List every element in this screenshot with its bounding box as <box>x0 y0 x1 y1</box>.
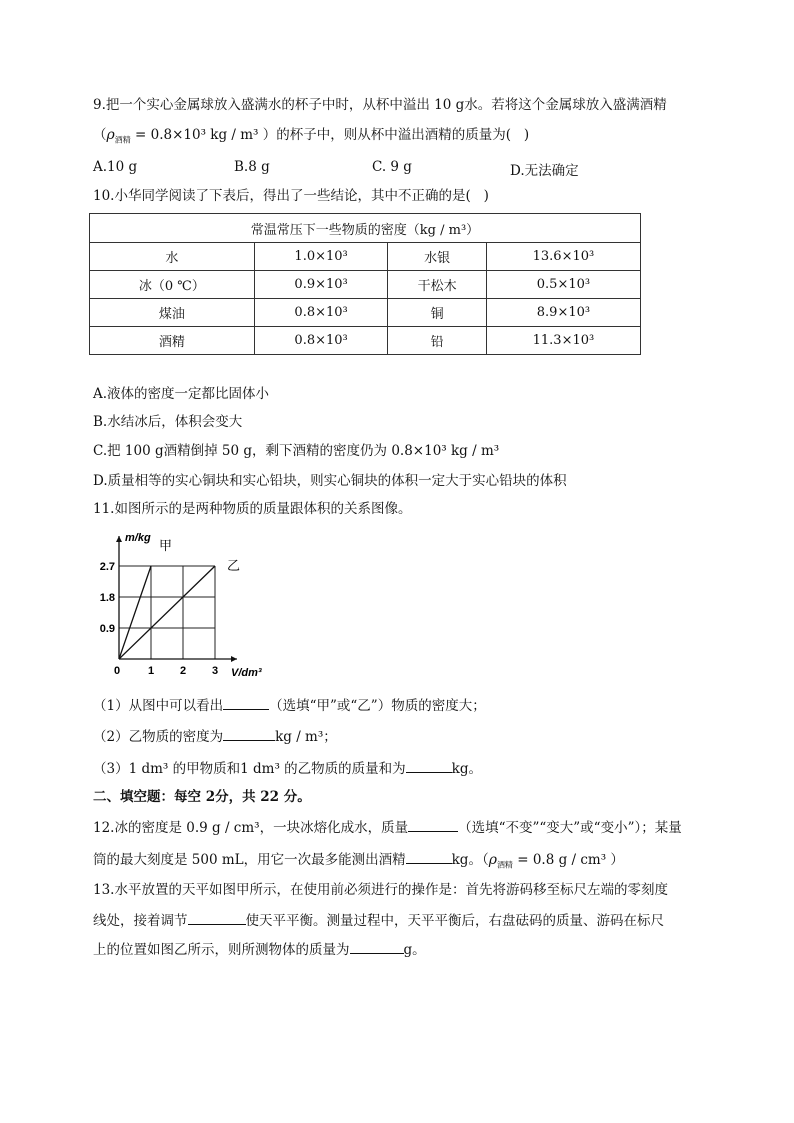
q9-option-a: A.10 g <box>93 159 138 175</box>
q11-sub1: （1）从图中可以看出 （选填“甲”或“乙”）物质的密度大； <box>93 695 486 715</box>
q9-stem-line2: （$\rho_{酒精} = 0.8\times 10^3$ kg / m³ ）的杯子中，则从杯中溢出酒精的质量为( ) <box>93 127 530 145</box>
q13-line3: 上的位置如图乙所示，则所测物体的质量为 g。 <box>93 939 426 959</box>
x-tick-label: 3 <box>211 665 219 677</box>
graph-axes <box>116 536 237 662</box>
q9-option-c: C. 9 g <box>372 159 412 175</box>
q10-option-a: A.液体的密度一定都比固体小 <box>93 386 270 402</box>
table-row <box>90 271 641 299</box>
section-title: 二、填空题：每空 2分，共 22 分。 <box>93 789 311 805</box>
q11-stem: 11.如图所示的是两种物质的质量跟体积的关系图像。 <box>93 501 412 517</box>
table-title: 常温常压下一些物质的密度（kg / m³） <box>90 214 641 243</box>
q12-line1: 12.冰的密度是 0.9 g / cm³，一块冰熔化成水，质量 （选填“不变”“变大”或“变小”）；某量 <box>93 817 682 837</box>
table-row <box>90 243 641 271</box>
table-cell: 铅 <box>388 327 486 355</box>
table-header-row <box>90 214 641 243</box>
series-label-jia: 甲 <box>159 538 173 553</box>
q11-sub3: （3）1 dm³ 的甲物质和1 dm³ 的乙物质的质量和为 kg。 <box>93 758 482 778</box>
y-tick-label: 2.7 <box>99 561 115 573</box>
q10-option-b: B.水结冰后，体积会变大 <box>93 414 243 430</box>
answer-blank[interactable] <box>408 817 458 832</box>
x-tick-label: 1 <box>147 665 155 677</box>
table-cell: 13.6×10³ <box>486 243 640 271</box>
answer-blank[interactable] <box>350 939 404 954</box>
table-cell: 冰（0 ℃） <box>90 271 255 299</box>
x-axis-label: V/dm³ <box>231 667 262 679</box>
mass-volume-graph <box>95 528 275 688</box>
table-cell: 铜 <box>388 299 486 327</box>
graph-labels <box>100 532 262 679</box>
answer-blank[interactable] <box>406 758 452 773</box>
q9-option-b: B.8 g <box>234 159 270 175</box>
table-cell: 0.8×10³ <box>254 299 388 327</box>
answer-blank[interactable] <box>223 726 275 741</box>
table-cell: 水银 <box>388 243 486 271</box>
series-line-jia <box>119 566 151 659</box>
answer-blank[interactable] <box>223 695 269 710</box>
table-row <box>90 327 641 355</box>
answer-blank[interactable] <box>406 849 452 864</box>
series-label-yi: 乙 <box>227 558 241 573</box>
answer-blank[interactable] <box>188 910 246 925</box>
q10-option-d: D.质量相等的实心铜块和实心铅块，则实心铜块的体积一定大于实心铅块的体积 <box>93 473 567 489</box>
table-cell: 酒精 <box>90 327 255 355</box>
q12-line2: 筒的最大刻度是 500 mL，用它一次最多能测出酒精 kg。（$\rho_{酒精} = 0.8$ g / cm³ ） <box>93 849 624 875</box>
series-line-yi <box>119 566 215 659</box>
x-axis-arrow <box>231 656 237 662</box>
y-axis-arrow <box>116 536 122 542</box>
table-cell: 1.0×10³ <box>254 243 388 271</box>
graph-series <box>119 566 215 659</box>
table-cell: 干松木 <box>388 271 486 299</box>
x-tick-label: 2 <box>179 665 187 677</box>
table-cell: 8.9×10³ <box>486 299 640 327</box>
q9-stem-line1: 9.把一个实心金属球放入盛满水的杯子中时，从杯中溢出 10 g水。若将这个金属球放入盛满酒精 <box>93 97 667 113</box>
y-axis-label: m/kg <box>125 532 151 544</box>
table-cell: 0.9×10³ <box>254 271 388 299</box>
q13-line1: 13.水平放置的天平如图甲所示，在使用前必须进行的操作是：首先将游码移至标尺左端的零刻度 <box>93 882 668 898</box>
table-cell: 水 <box>90 243 255 271</box>
x-tick-label: 0 <box>113 665 121 677</box>
table-cell: 11.3×10³ <box>486 327 640 355</box>
q11-sub2: （2）乙物质的密度为 kg / m³； <box>93 726 337 746</box>
y-tick-label: 1.8 <box>99 592 115 604</box>
y-tick-label: 0.9 <box>99 623 115 635</box>
table-cell: 0.5×10³ <box>486 271 640 299</box>
table-row <box>90 299 641 327</box>
q9-option-d: D.无法确定 <box>510 163 579 179</box>
q10-option-c: C.把 100 g酒精倒掉 50 g，剩下酒精的密度仍为 0.8×10³ kg / m³ <box>93 443 500 459</box>
q13-line2: 线处，接着调节 使天平平衡。测量过程中，天平平衡后，右盘砝码的质量、游码在标尺 <box>93 910 664 930</box>
table-cell: 0.8×10³ <box>254 327 388 355</box>
density-table <box>89 213 641 355</box>
table-cell: 煤油 <box>90 299 255 327</box>
q10-stem: 10.小华同学阅读了下表后，得出了一些结论，其中不正确的是( ) <box>93 188 489 204</box>
